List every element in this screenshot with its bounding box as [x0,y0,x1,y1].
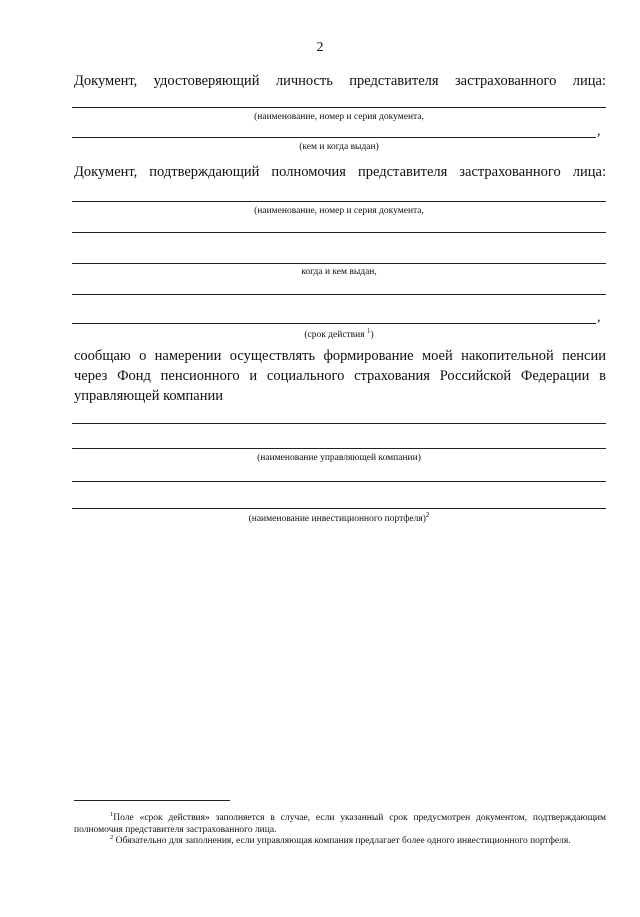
validity-caption-close: ) [370,330,374,341]
identity-document-heading: Документ, удостоверяющий личность представителя застрахованного лица: [74,73,606,89]
authority-document-heading: Документ, подтверждающий полномочия представителя застрахованного лица: [74,164,606,180]
portfolio-caption-text: (наименование инвестиционного портфеля) [248,514,426,525]
company-field-line-2[interactable] [72,448,606,449]
portfolio-field-line-2[interactable] [72,508,606,509]
company-caption: (наименование управляющей компании) [257,453,421,463]
authority-document-caption: (наименование, номер и серия документа, [254,206,424,216]
portfolio-field-line-1[interactable] [72,481,606,482]
footnote-separator [74,800,230,801]
footnote-ref-1: 1 [367,327,371,335]
footnote-2-text: Обязательно для заполнения, если управляющая компания предлагает более одного инвестиционного портфеля. [115,836,571,847]
authority-validity-caption [0,327,640,340]
portfolio-caption [0,511,640,524]
authority-issued-field-line[interactable] [72,263,606,264]
footnote-2 [74,832,606,848]
identity-issued-field-line[interactable] [72,137,596,138]
identity-document-caption: (наименование, номер и серия документа, [254,112,424,122]
authority-issued-field-line-2[interactable] [72,294,606,295]
authority-document-field-line-1[interactable] [72,201,606,202]
identity-document-field-line[interactable] [72,107,606,108]
authority-validity-field-line[interactable] [72,323,596,324]
comma-mark: , [597,124,601,139]
authority-issued-caption: когда и кем выдан, [301,267,377,277]
validity-caption-text: (срок действия [304,330,365,341]
authority-document-field-line-2[interactable] [72,232,606,233]
company-field-line-1[interactable] [72,423,606,424]
footnote-1-text: Поле «срок действия» заполняется в случае, если указанный срок предусмотрен документом, подтверждающим полномочия представителя застрахованного лица. [74,813,606,835]
footnote-1-marker: 1 [110,811,114,818]
comma-mark: , [597,310,601,325]
statement-paragraph: сообщаю о намерении осуществлять формирование моей накопительной пенсии через Фонд пенсионного и социального страхования Российской Федерации в управляющей компании [74,348,606,404]
footnote-ref-2: 2 [425,511,430,519]
page-number: 2 [316,40,324,55]
identity-issued-caption: (кем и когда выдан) [299,142,379,152]
footnote-2-marker: 2 [110,834,114,841]
